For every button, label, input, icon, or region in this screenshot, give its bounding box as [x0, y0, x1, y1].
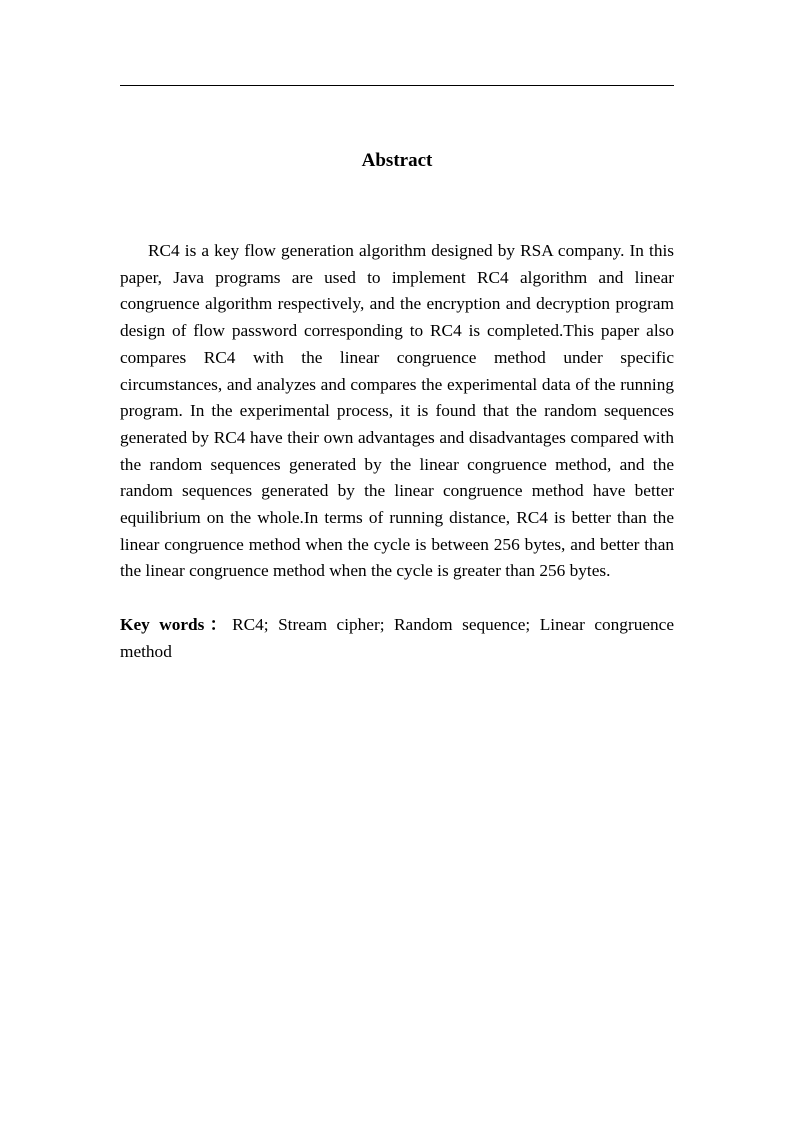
abstract-title: Abstract: [361, 150, 433, 171]
keywords-label: Key words：: [120, 615, 233, 634]
header-rule: [120, 85, 674, 86]
abstract-body: RC4 is a key flow generation algorithm designed by RSA company. In this paper, Java programs are used to implement RC4 algorithm and linear congruence algorithm respectively, and the encryption and decryption program design of flow password corresponding to RC4 is completed.This paper also compares RC4 with the linear congruence method under specific circumstances, and analyzes and compares the experimental data of the running program. In the experimental process, it is found that the random sequences generated by RC4 have their own advantages and disadvantages compared with the random sequences generated by the linear congruence method, and the random sequences generated by the linear congruence method have better equilibrium on the whole.In terms of running distance, RC4 is better than the linear congruence method when the cycle is between 256 bytes, and better than the linear congruence method when the cycle is greater than 256 bytes.: [120, 241, 674, 581]
keywords-value: RC4; Stream cipher; Random sequence; Linear congruence method: [120, 615, 674, 661]
keywords-paragraph: [120, 612, 674, 665]
